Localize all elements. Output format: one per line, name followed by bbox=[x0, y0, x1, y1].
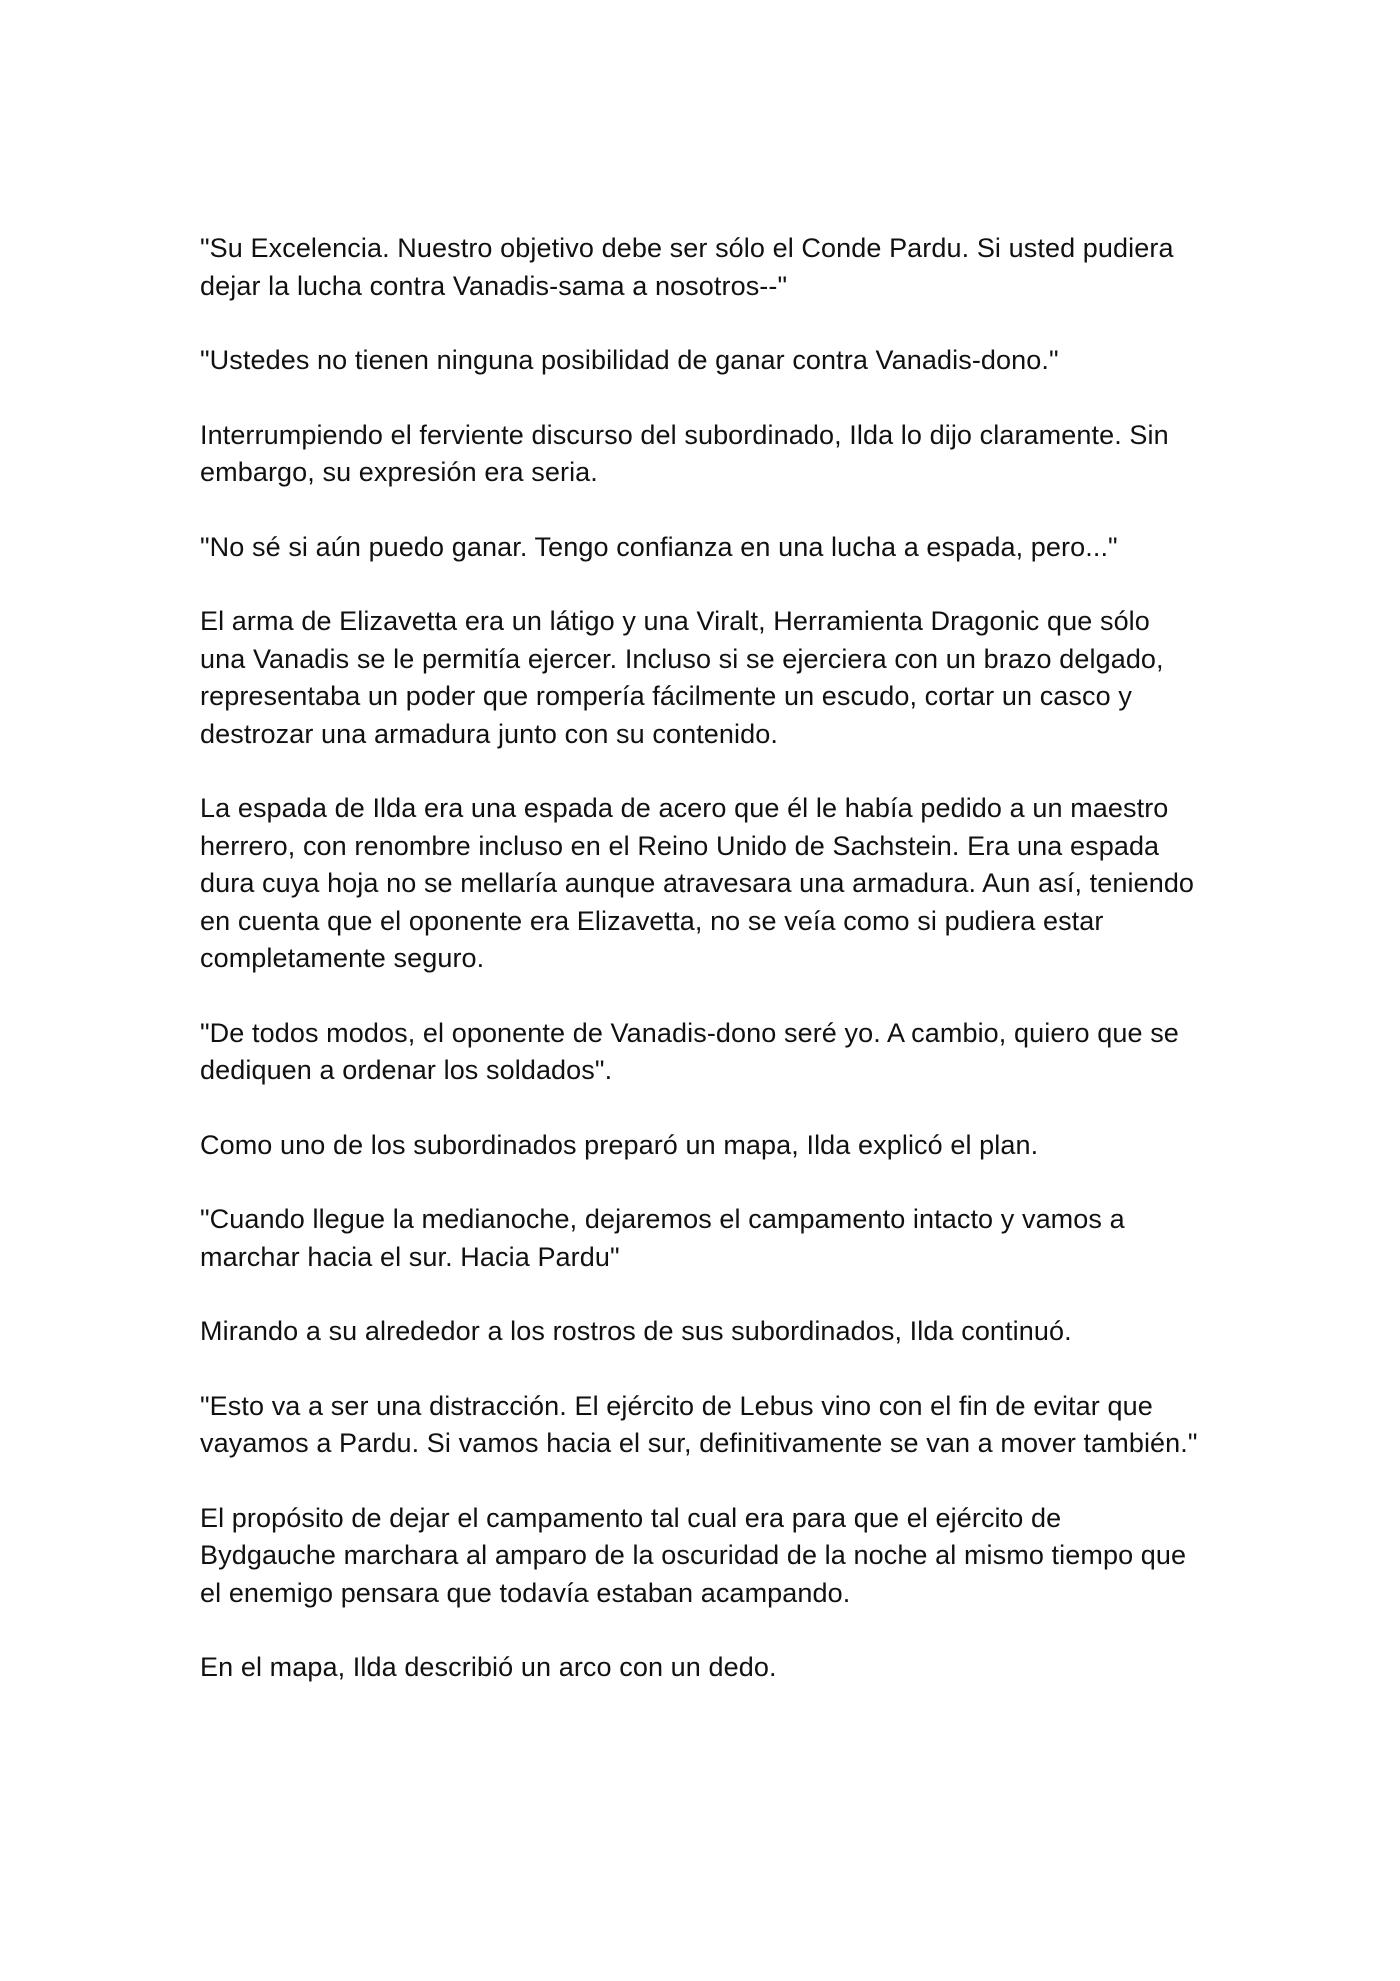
paragraph-1: "Su Excelencia. Nuestro objetivo debe ser sólo el Conde Pardu. Si usted pudiera dejar la lucha contra Vanadis-sama a nosotros--" bbox=[200, 233, 1174, 301]
paragraph-10: Mirando a su alrededor a los rostros de sus subordinados, Ilda continuó. bbox=[200, 1316, 1072, 1346]
paragraph-9: "Cuando llegue la medianoche, dejaremos el campamento intacto y vamos a marchar hacia el sur. Hacia Pardu" bbox=[200, 1204, 1125, 1272]
paragraph-13: En el mapa, Ilda describió un arco con un dedo. bbox=[200, 1652, 777, 1682]
paragraph-3: Interrumpiendo el ferviente discurso del subordinado, Ilda lo dijo claramente. Sin embargo, su expresión era seria. bbox=[200, 419, 1169, 487]
paragraph-7: "De todos modos, el oponente de Vanadis-dono seré yo. A cambio, quiero que se dediquen a ordenar los soldados". bbox=[200, 1017, 1179, 1085]
paragraph-5: El arma de Elizavetta era un látigo y una Viralt, Herramienta Dragonic que sólo una Vanadis se le permitía ejercer. Incluso si se ejerciera con un brazo delgado, representaba un poder que rompería fácilmente un escudo, cortar un casco y destrozar una armadura junto con su contenido. bbox=[200, 606, 1164, 749]
paragraph-8: Como uno de los subordinados preparó un mapa, Ilda explicó el plan. bbox=[200, 1129, 1039, 1160]
paragraph-12: El propósito de dejar el campamento tal cual era para que el ejército de Bydgauche marchara al amparo de la oscuridad de la noche al mismo tiempo que el enemigo pensara que todavía estaban acampando. bbox=[200, 1502, 1187, 1608]
paragraph-2: "Ustedes no tienen ninguna posibilidad de ganar contra Vanadis-dono." bbox=[200, 345, 1059, 375]
paragraph-4: "No sé si aún puedo ganar. Tengo confianza en una lucha a espada, pero..." bbox=[200, 531, 1118, 562]
paragraph-6: La espada de Ilda era una espada de acero que él le había pedido a un maestro herrero, con renombre incluso en el Reino Unido de Sachstein. Era una espada dura cuya hoja no se mellaría aunque atravesara una armadura. Aun así, teniendo en cuenta que el oponente era Elizavetta, no se veía como si pudiera estar completamente seguro. bbox=[200, 793, 1195, 973]
paragraph-11: "Esto va a ser una distracción. El ejército de Lebus vino con el fin de evitar que vayamos a Pardu. Si vamos hacia el sur, definitivamente se van a mover también." bbox=[200, 1390, 1198, 1458]
document-page bbox=[200, 230, 1200, 1724]
